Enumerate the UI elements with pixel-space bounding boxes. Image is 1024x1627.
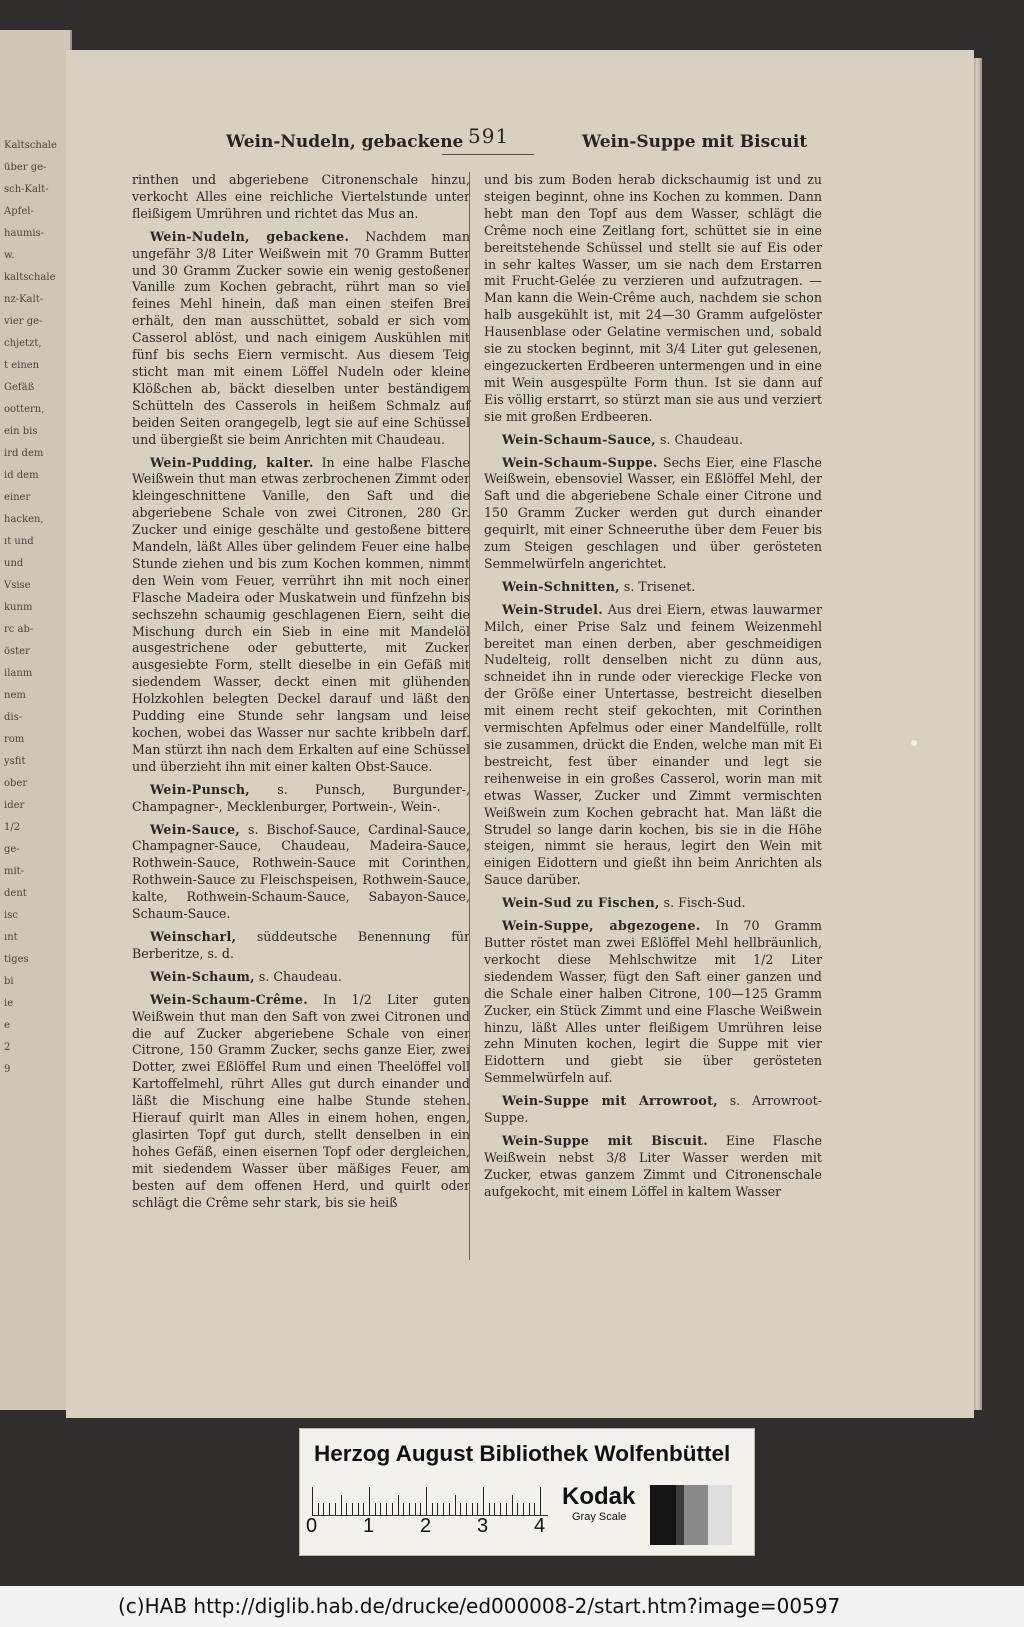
left-page-fragment: ge- [4, 844, 20, 855]
ruler-tick [494, 1503, 495, 1515]
header-right-entry: Wein-Suppe mit Biscuit [582, 132, 808, 152]
entry-keyword: Wein-Schnitten, [502, 578, 620, 594]
left-page-fragment: und [4, 558, 24, 569]
left-page-fragment: haumis- [4, 228, 45, 239]
ruler-tick [443, 1503, 444, 1515]
left-page-fragment: dis- [4, 712, 23, 723]
left-page-fragment: ysfit [4, 756, 26, 767]
entry-keyword: Wein-Punsch, [150, 781, 250, 797]
ruler-tick [506, 1503, 507, 1515]
entry-keyword: Wein-Nudeln, gebackene. [150, 228, 350, 244]
entry [132, 929, 470, 963]
entry-keyword: Wein-Sauce, [150, 821, 241, 837]
ruler-tick [489, 1503, 490, 1515]
ruler-tick [472, 1503, 473, 1515]
entry-keyword: Wein-Suppe mit Arrowroot, [502, 1093, 718, 1109]
book-page [66, 50, 974, 1418]
header-rule [442, 154, 534, 155]
left-page-fragment: isc [4, 910, 18, 921]
ruler-tick [375, 1503, 376, 1515]
light-speck [911, 740, 917, 746]
ruler-tick [517, 1503, 518, 1515]
gray-swatch-dark [676, 1485, 684, 1545]
entry-text: s. Punsch, Burgunder-, Champagner-, Mecklenburger, Portwein-, Wein-. [132, 781, 470, 814]
entry [484, 172, 822, 426]
ruler-tick [323, 1503, 324, 1515]
gray-swatch-mid [684, 1485, 708, 1545]
entry [484, 895, 822, 912]
entry-text: süddeutsche Benennung für Berberitze, s. d. [132, 928, 470, 961]
left-page-fragment: einer [4, 492, 31, 503]
left-page-fragment: 1/2 [4, 822, 21, 833]
ruler-tick [477, 1503, 478, 1515]
ruler-tick [409, 1503, 410, 1515]
entry-text: In eine halbe Flasche Weißwein thut man etwas zerbrochenen Zimmt oder kleingeschnittene Vanille, den Saft und die abgeriebene Schale von zwei Citronen, 280 Gr. Zucker und einige geschälte und gestoßene bittere Mandeln, läßt Alles über gelindem Feuer eine halbe Stunde ziehen und bis zum Kochen kommen, nimmt den Wein vom Feuer, verrührt ihn mit noch einer Flasche Madeira oder Muskatwein und fünfzehn bis sechszehn schaumig geschlagenen Eiern, seiht die Mischung durch ein Sieb in eine mit Mandelöl ausgestrichene oder gebutterte, mit Zucker ausgesiebte Form, stellt dieselbe in ein Gefäß mit siedendem Wasser, deckt einen mit glühenden Holzkohlen belegten Deckel darauf und läßt den Pudding eine Stunde sehr langsam und leise kochen, wobei das Wasser nur sachte kribbeln darf. Man stürzt ihn nach dem Erkalten auf eine Schüssel und überzieht ihn mit einer kalten Obst-Sauce. [132, 454, 470, 774]
left-page-fragment: Kaltschale [4, 140, 57, 151]
entry-text: s. Arrowroot-Suppe. [484, 1093, 822, 1126]
ruler-tick [392, 1503, 393, 1515]
ruler-tick [363, 1503, 364, 1515]
ruler-label: 2 [420, 1515, 432, 1537]
left-page-fragment: öster [4, 646, 30, 657]
ruler-tick [369, 1487, 370, 1515]
left-page-fragment: rc ab- [4, 624, 34, 635]
left-page-fragment: ober [4, 778, 28, 789]
left-page-fragment: ıt und [4, 536, 34, 547]
left-page-fragment: Apfel- [4, 206, 34, 217]
entry [132, 229, 470, 449]
ruler-tick [460, 1503, 461, 1515]
ruler-label: 3 [477, 1515, 489, 1537]
ruler-tick [432, 1503, 433, 1515]
entry-keyword: Wein-Suppe mit Biscuit. [502, 1132, 708, 1148]
entry-text: Eine Flasche Weißwein nebst 3/8 Liter Wasser werden mit Zucker, etwas ganzem Zimmt und Citronenschale aufgekocht, mit einem Löffel in kaltem Wasser [484, 1132, 822, 1199]
ruler-tick [483, 1487, 484, 1515]
kodak-logo: Kodak [562, 1483, 636, 1510]
ruler-label: 1 [363, 1515, 375, 1537]
footer-bar [0, 1586, 1024, 1627]
running-header [66, 124, 974, 170]
entry-text: s. Chaudeau. [659, 431, 743, 447]
left-column [132, 172, 470, 1217]
ruler-tick [318, 1503, 319, 1515]
left-page-fragment: nz-Kalt- [4, 294, 44, 305]
ruler-tick [449, 1503, 450, 1515]
entry [484, 432, 822, 449]
left-page-fragment: ein bis [4, 426, 38, 437]
entry-keyword: Weinscharl, [150, 928, 237, 944]
ruler-tick [380, 1503, 381, 1515]
left-page-fragment: mit- [4, 866, 25, 877]
column-divider [469, 172, 470, 1260]
ruler-label: 4 [534, 1515, 546, 1537]
entry-keyword: Wein-Schaum-Suppe. [502, 454, 658, 470]
left-page-fragment: ınt [4, 932, 18, 943]
ruler-tick [415, 1503, 416, 1515]
left-page-fragment: tiges [4, 954, 29, 965]
left-page-fragment: kaltschale [4, 272, 56, 283]
entry [132, 455, 470, 776]
entry-keyword: Wein-Strudel. [502, 601, 603, 617]
entry-text: In 1/2 Liter guten Weißwein thut man den Saft von zwei Citronen und die auf Zucker abgeriebene Schale von einer Citrone, 150 Gramm Zucker, sechs ganze Eier, zwei Dotter, zwei Eßlöffel Rum und einen Theelöffel voll Kartoffelmehl, rührt Alles gut durch einander und läßt die Mischung eine halbe Stunde stehen. Hierauf quirlt man Alles in einem hohen, engen, glasirten Topf gut durch, stellt denselben in ein hohes Gefäß, einen eisernen Topf oder dergleichen, mit siedendem Wasser über mäßiges Feuer, am besten auf dem offenen Herd, und quirlt oder schlägt die Crême sehr stark, bis sie heiß [132, 991, 470, 1210]
entry [484, 579, 822, 596]
entry-keyword: Wein-Schaum, [150, 968, 255, 984]
color-calibration-card [299, 1428, 755, 1556]
ruler-tick [386, 1503, 387, 1515]
entry-text: Aus drei Eiern, etwas lauwarmer Milch, einer Prise Salz und feinem Weizenmehl bereitet man einen derben, aber geschmeidigen Nudelteig, rollt denselben nicht zu dünn aus, schneidet ihn in runde oder viereckige Flecke von der Größe einer Untertasse, bestreicht dieselben mit einem recht steif gekochten, mit Corinthen vermischten Apfelmus oder einer Mandelfülle, rollt sie zusammen, drückt die Enden, welche man mit Ei bestreicht, fest über einander und legt sie reihenweise in ein großes Casserol, worin man mit etwas Wasser, Zucker und Zimmt vermischten Weißwein zum Kochen gebracht hat. Man läßt die Strudel so lange darin kochen, bis sie in die Höhe steigen, nimmt sie heraus, legirt den Wein mit einigen Eidottern und gießt ihn beim Anrichten als Sauce darüber. [484, 601, 822, 888]
left-page-fragment: bi [4, 976, 14, 987]
ruler-tick [523, 1503, 524, 1515]
entry-keyword: Wein-Schaum-Sauce, [502, 431, 656, 447]
left-page-fragment: 2 [4, 1042, 11, 1053]
ruler-tick [426, 1487, 427, 1515]
left-page-fragment: kunm [4, 602, 33, 613]
entry [132, 172, 470, 223]
ruler-tick [398, 1495, 399, 1515]
left-page-fragment: vier ge- [4, 316, 43, 327]
library-name: Herzog August Bibliothek Wolfenbüttel [314, 1441, 731, 1466]
entry [132, 992, 470, 1212]
left-page-fragment: chjetzt, [4, 338, 42, 349]
entry-keyword: Wein-Pudding, kalter. [150, 454, 314, 470]
entry-text: Sechs Eier, eine Flasche Weißwein, ebensoviel Wasser, ein Eßlöffel Mehl, der Saft und die abgeriebene Schale einer Citrone und 150 Gramm Zucker werden gut durch einander gequirlt, mit einer Schneeruthe über dem Feuer bis zum Steigen geschlagen und über gerösteten Semmelwürfeln angerichtet. [484, 454, 822, 571]
left-page-fragment: w. [4, 250, 15, 261]
entry [484, 602, 822, 889]
ruler-tick [455, 1495, 456, 1515]
ruler-tick [341, 1495, 342, 1515]
left-page-fragment: 9 [4, 1064, 11, 1075]
header-left-entry: Wein-Nudeln, gebackene [226, 132, 464, 152]
ruler-label: 0 [306, 1515, 318, 1537]
ruler-tick [358, 1503, 359, 1515]
entry-text: s. Trisenet. [623, 578, 696, 594]
ruler-tick [346, 1503, 347, 1515]
left-page-fragment: Gefäß [4, 382, 35, 393]
ruler-tick [312, 1487, 313, 1515]
entry [132, 782, 470, 816]
left-page-fragment: id dem [4, 470, 39, 481]
entry-text: rinthen und abgeriebene Citronenschale hinzu, verkocht Alles eine reichliche Viertelstunde unter fleißigem Umrühren und richtet das Mus an. [132, 172, 470, 221]
ruler-scale [312, 1485, 548, 1516]
ruler-tick [534, 1503, 535, 1515]
ruler-tick [329, 1503, 330, 1515]
entry [484, 918, 822, 1087]
left-page-fragment: ird dem [4, 448, 44, 459]
gray-scale-label: Gray Scale [572, 1511, 627, 1523]
gray-swatch-black [650, 1485, 676, 1545]
entry-text: s. Bischof-Sauce, Cardinal-Sauce, Champagner-Sauce, Chaudeau, Madeira-Sauce, Rothwein-Sauce, Rothwein-Sauce mit Corinthen, Rothwein-Sauce zu Fleischspeisen, Rothwein-Sauce, kalte, Rothwein-Schaum-Sauce, Sabayon-Sauce, Schaum-Sauce. [132, 821, 470, 922]
ruler-tick [529, 1503, 530, 1515]
left-page-fragment: rom [4, 734, 25, 745]
left-page-fragment: über ge- [4, 162, 47, 173]
ruler-tick [352, 1503, 353, 1515]
ruler-tick [540, 1487, 541, 1515]
left-page-edge [0, 30, 72, 1410]
ruler-tick [403, 1503, 404, 1515]
left-page-fragment: hacken, [4, 514, 44, 525]
entry-keyword: Wein-Schaum-Crême. [150, 991, 308, 1007]
entry-text: s. Chaudeau. [258, 968, 342, 984]
entry [132, 822, 470, 923]
left-page-fragment: dent [4, 888, 27, 899]
right-column [484, 172, 822, 1207]
ruler-tick [420, 1503, 421, 1515]
entry [484, 1133, 822, 1201]
entry [484, 455, 822, 573]
left-page-fragment: Vsise [4, 580, 31, 591]
left-page-fragment: t einen [4, 360, 40, 371]
entry-text: Nachdem man ungefähr 3/8 Liter Weißwein mit 70 Gramm Butter und 30 Gramm Zucker sowie ein wenig gestoßener Vanille zum Kochen gebracht, rührt man so viel feines Mehl hinein, daß man einen steifen Brei erhält, den man ausschüttet, sobald er sich vom Casserol ablöst, und nach einigem Auskühlen mit fünf bis sechs Eiern vermischt. Aus diesem Teig sticht man mit einem Löffel Nudeln oder kleine Klößchen ab, bäckt dieselben unter beständigem Schütteln des Casserols in heißem Schmalz auf beiden Seiten orangegelb, legt sie auf eine Schüssel und übergießt sie beim Anrichten mit Chaudeau. [132, 228, 470, 447]
left-page-fragment: nem [4, 690, 26, 701]
left-page-fragment: e [4, 1020, 10, 1031]
ruler-tick [466, 1503, 467, 1515]
left-page-fragment: ilanm [4, 668, 33, 679]
footer-url: (c)HAB http://diglib.hab.de/drucke/ed000008-2/start.htm?image=00597 [118, 1594, 841, 1618]
ruler-tick [500, 1503, 501, 1515]
entry [484, 1093, 822, 1127]
entry-keyword: Wein-Suppe, abgezogene. [502, 918, 701, 934]
entry-keyword: Wein-Sud zu Fischen, [502, 895, 660, 911]
left-page-fragment: sch-Kalt- [4, 184, 49, 195]
entry-text: und bis zum Boden herab dickschaumig ist und zu steigen beginnt, ohne ins Kochen zu kommen. Dann hebt man den Topf aus dem Wasser, schlägt die Crême noch eine Zeitlang fort, schüttet sie in eine bereitstehende Schüssel und stellt sie auf Eis oder in sehr kaltes Wasser, um sie nach dem Erstarren mit Frucht-Gelée zu verzieren und aufzutragen. — Man kann die Wein-Crême auch, nachdem sie schon halb ausgekühlt ist, mit 24—30 Gramm aufgelöster Hausenblase oder Gelatine vermischen und, sobald sie zu stocken beginnt, mit 3/4 Liter gut gelesenen, eingezuckerten Erdbeeren untermengen und in eine mit Wein ausgespülte Form thun. Ist sie dann auf Eis völlig erstarrt, so stürzt man sie aus und verziert sie mit großen Erdbeeren. [484, 172, 822, 424]
ruler-tick [335, 1503, 336, 1515]
entry [132, 969, 470, 986]
gray-swatch-light [708, 1485, 732, 1545]
ruler-tick [512, 1495, 513, 1515]
left-page-fragment: oottern, [4, 404, 45, 415]
left-page-fragment: ie [4, 998, 14, 1009]
page-number: 591 [468, 124, 510, 148]
ruler-tick [437, 1503, 438, 1515]
left-page-fragment: ider [4, 800, 25, 811]
entry-text: s. Fisch-Sud. [663, 895, 746, 911]
entry-text: In 70 Gramm Butter röstet man zwei Eßlöffel Mehl hellbräunlich, verkocht diese Mehlschwitze mit 1/2 Liter siedendem Wasser, fügt den Saft einer ganzen und die Schale einer halben Citrone, 100—125 Gramm Zucker, ein Stück Zimmt und eine Flasche Weißwein hinzu, läßt Alles unter fleißigem Umrühren leise zehn Minuten kochen, legirt die Suppe mit vier Eidottern und giebt sie über gerösteten Semmelwürfeln auf. [484, 918, 822, 1086]
